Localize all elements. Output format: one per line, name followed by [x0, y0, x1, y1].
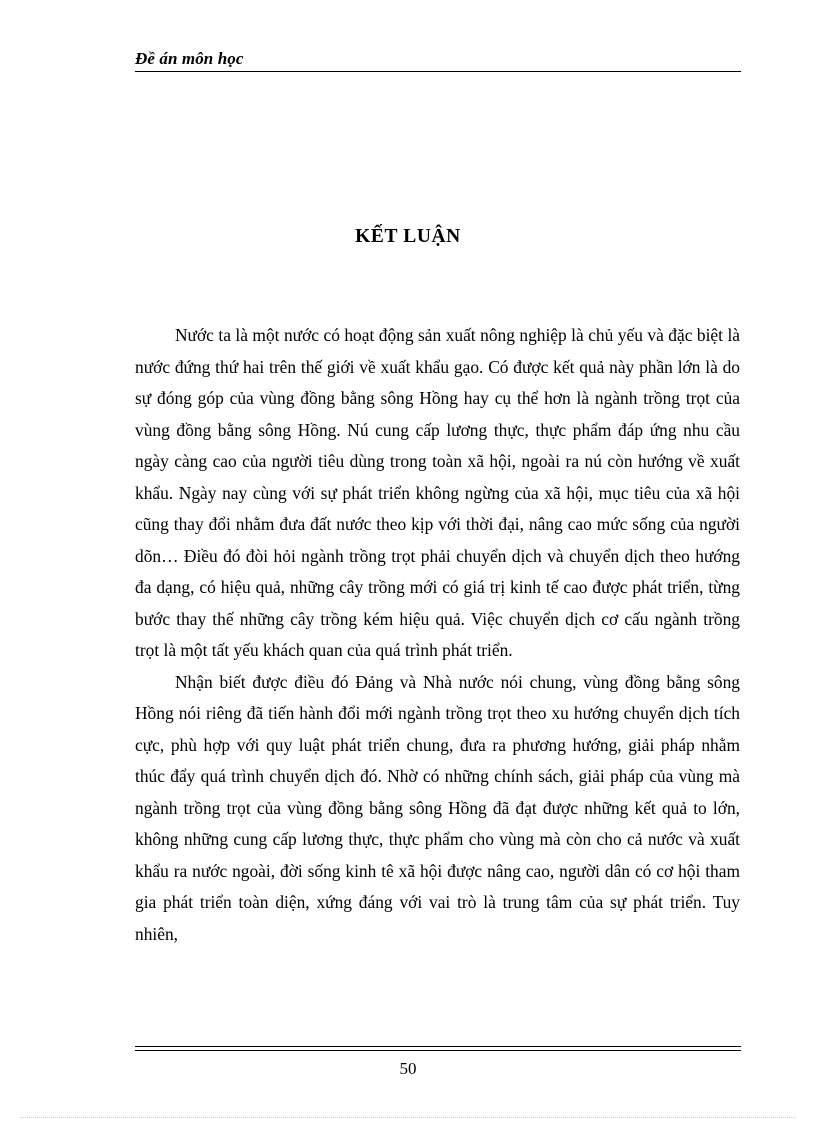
footer-rule [135, 1046, 741, 1051]
running-header-title: Đề án môn học [135, 49, 244, 68]
page-number: 50 [399, 1059, 417, 1078]
paragraph-1: Nước ta là một nước có hoạt động sản xuất nông nghiệp là chủ yếu và đặc biệt là nước đứng thứ hai trên thế giới về xuất khẩu gạo. Có được kết quả này phần lớn là do sự đóng góp của vùng đồng bằng sông Hồng hay cụ thể hơn là ngành trồng trọt của vùng đồng bằng sông Hồng. Nú cung cấp lương thực, thực phẩm đáp ứng nhu cầu ngày càng cao của người tiêu dùng trong toàn xã hội, ngoài ra nú còn hướng về xuất khẩu. Ngày nay cùng với sự phát triển không ngừng của xã hội, mục tiêu của xã hội cũng thay đổi nhằm đưa đất nước theo kịp với thời đại, nâng cao mức sống của người dõn… Điều đó đòi hỏi ngành trồng trọt phải chuyển dịch và chuyển dịch theo hướng đa dạng, có hiệu quả, những cây trồng mới có giá trị kinh tế cao được phát triển, từng bước thay thế những cây trồng kém hiệu quả. Việc chuyển dịch cơ cấu ngành trồng trọt là một tất yếu khách quan của quá trình phát triển. [135, 325, 740, 660]
section-title: KẾT LUẬN [355, 226, 461, 247]
page-edge-divider [20, 1117, 796, 1118]
body-text [135, 320, 740, 950]
paragraph-2: Nhận biết được điều đó Đảng và Nhà nước nói chung, vùng đồng bằng sông Hồng nói riêng đã tiến hành đổi mới ngành trồng trọt theo xu hướng chuyển dịch tích cực, phù hợp với quy luật phát triển chung, đưa ra phương hướng, giải pháp nhằm thúc đẩy quá trình chuyển dịch đó. Nhờ có những chính sách, giải pháp của vùng mà ngành trồng trọt của vùng đồng bằng sông Hồng đã đạt được những kết quả to lớn, không những cung cấp lương thực, thực phẩm cho vùng mà còn cho cả nước và xuất khẩu ra nước ngoài, đời sống kinh tê xã hội được nâng cao, người dân có cơ hội tham gia phát triển toàn diện, xứng đáng với vai trò là trung tâm của sự phát triển. Tuy nhiên, [135, 671, 740, 944]
header-rule [135, 71, 741, 72]
